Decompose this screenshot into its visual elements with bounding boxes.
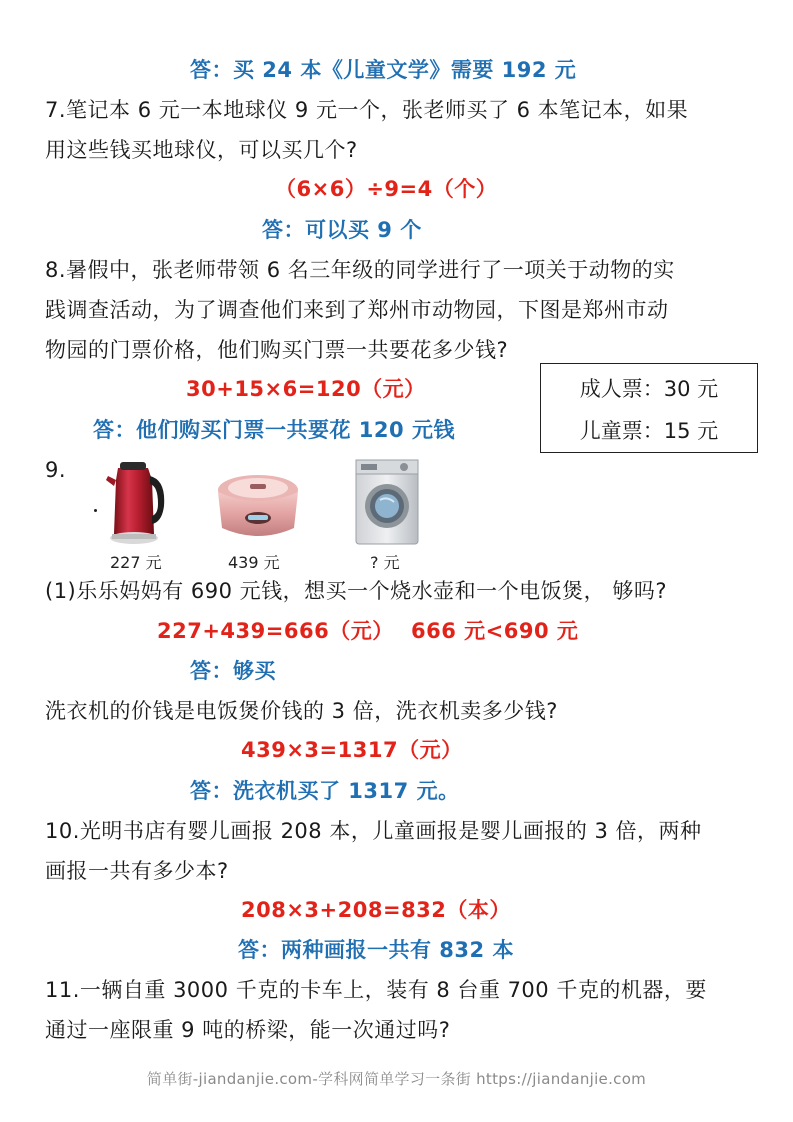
answer-q10: 答：两种画报一共有 832 本	[238, 938, 514, 962]
calc-q10: 208×3+208=832（本）	[241, 898, 511, 922]
washing-machine-price: ? 元	[370, 553, 400, 572]
calc-q9-1-sum: 227+439=666（元）	[157, 619, 394, 643]
calc-q7: （6×6）÷9=4（个）	[275, 177, 498, 201]
question-8-line-2: 践调查活动，为了调查他们来到了郑州市动物园，下图是郑州市动	[45, 298, 669, 322]
question-7-line-1: 7.笔记本 6 元一本地球仪 9 元一个，张老师买了 6 本笔记本，如果	[45, 98, 689, 122]
adult-ticket-price: 成人票：30 元	[579, 377, 719, 401]
calc-q9-2: 439×3=1317（元）	[241, 738, 463, 762]
kettle-image	[100, 458, 172, 546]
rice-cooker-price: 439 元	[228, 553, 280, 572]
answer-q8: 答：他们购买门票一共要花 120 元钱	[93, 418, 455, 442]
question-10-line-1: 10.光明书店有婴儿画报 208 本，儿童画报是婴儿画报的 3 倍，两种	[45, 819, 702, 843]
calc-q8: 30+15×6=120（元）	[186, 377, 426, 401]
question-11-line-2: 通过一座限重 9 吨的桥梁，能一次通过吗?	[45, 1018, 451, 1042]
rice-cooker-image	[212, 470, 304, 544]
question-10-line-2: 画报一共有多少本?	[45, 859, 229, 883]
answer-q9-2: 答：洗衣机买了 1317 元。	[190, 779, 460, 803]
washing-machine-image	[352, 458, 422, 546]
answer-q6: 答：买 24 本《儿童文学》需要 192 元	[190, 58, 577, 82]
calc-q9-1-compare: 666 元<690 元	[411, 619, 579, 643]
answer-q9-1: 答：够买	[190, 659, 276, 683]
question-9-2: 洗衣机的价钱是电饭煲价钱的 3 倍，洗衣机卖多少钱?	[45, 699, 558, 723]
page-footer: 简单街-jiandanjie.com-学科网简单学习一条街 https://jiandanjie.com	[146, 1070, 647, 1088]
question-11-line-1: 11.一辆自重 3000 千克的卡车上，装有 8 台重 700 千克的机器，要	[45, 978, 707, 1002]
ticket-price-box	[540, 363, 758, 453]
question-8-line-3: 物园的门票价格，他们购买门票一共要花多少钱?	[45, 338, 509, 362]
kettle-price: 227 元	[110, 553, 162, 572]
question-7-line-2: 用这些钱买地球仪，可以买几个?	[45, 138, 358, 162]
child-ticket-price: 儿童票：15 元	[579, 419, 719, 443]
question-9-1: (1)乐乐妈妈有 690 元钱，想买一个烧水壶和一个电饭煲， 够吗?	[45, 579, 667, 603]
stray-dot	[94, 509, 97, 512]
question-8-line-1: 8.暑假中，张老师带领 6 名三年级的同学进行了一项关于动物的实	[45, 258, 675, 282]
question-9-number: 9.	[45, 458, 67, 482]
answer-q7: 答：可以买 9 个	[262, 218, 422, 242]
